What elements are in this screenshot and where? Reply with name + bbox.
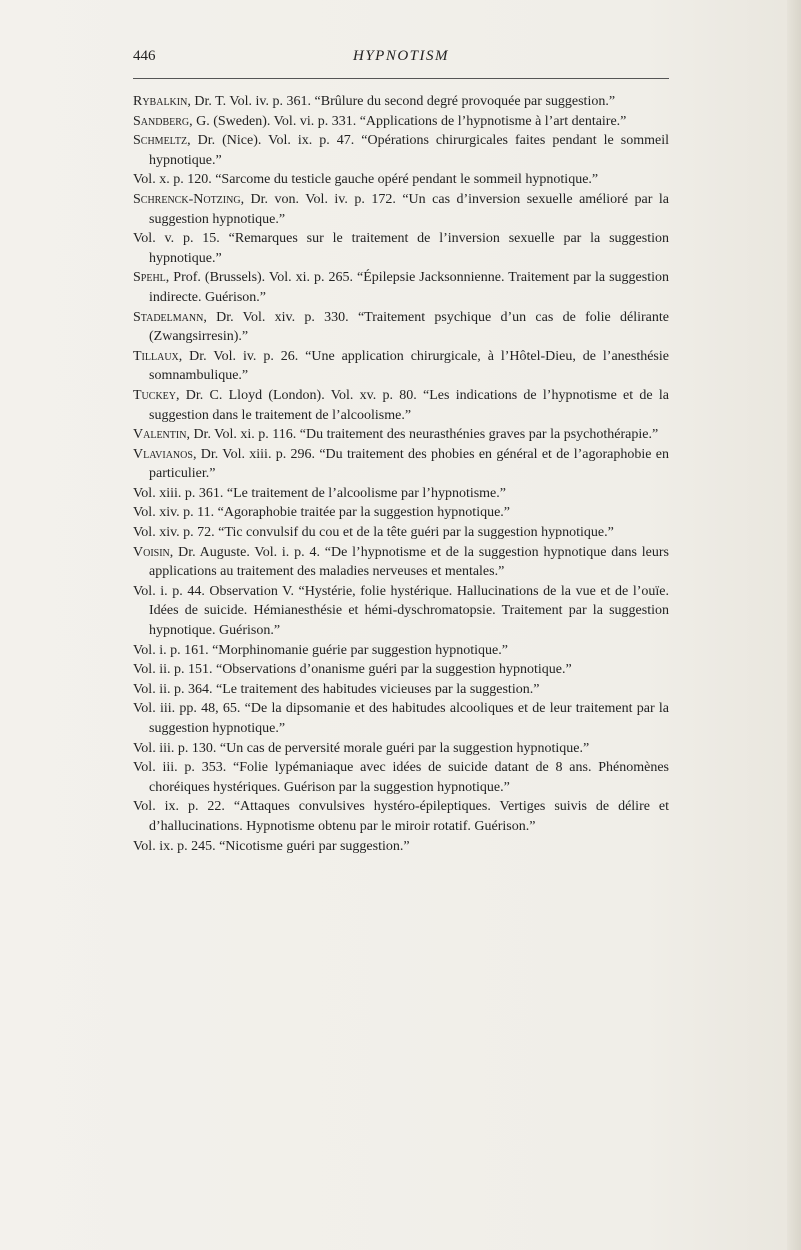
bibliography-entry xyxy=(133,131,669,170)
entry-text: Vol. xiv. p. 72. “Tic convulsif du cou et de la tête guéri par la suggestion hypnotique.” xyxy=(133,525,614,541)
entry-author: Vlavianos xyxy=(133,446,193,462)
bibliography-entry xyxy=(133,112,669,132)
bibliography-entry xyxy=(133,347,669,386)
bibliography-entry xyxy=(133,484,669,504)
bibliography-entry xyxy=(133,797,669,836)
entry-text: Vol. x. p. 120. “Sarcome du testicle gauche opéré pendant le sommeil hypnotique.” xyxy=(133,172,599,188)
bibliography-entry xyxy=(133,268,669,307)
entry-text: , Dr. von. Vol. iv. p. 172. “Un cas d’inversion sexuelle amélioré par la suggestion hypnotique.” xyxy=(149,191,669,227)
entry-author: Valentin xyxy=(133,427,187,443)
entry-text: , Dr. Vol. iv. p. 26. “Une application chirurgicale, à l’Hôtel-Dieu, de l’anesthésie somnambulique.” xyxy=(149,348,669,384)
entry-text: Vol. ix. p. 245. “Nicotisme guéri par suggestion.” xyxy=(133,838,410,854)
bibliography-entry xyxy=(133,425,669,445)
bibliography-entry xyxy=(133,837,669,857)
bibliography-entry xyxy=(133,190,669,229)
bibliography-entry xyxy=(133,503,669,523)
entry-text: , Dr. Vol. xi. p. 116. “Du traitement des neurasthénies graves par la psychothérapie.” xyxy=(186,427,659,443)
entry-author: Sandberg xyxy=(133,113,190,129)
entry-author: Rybalkin xyxy=(133,94,188,109)
header-rule xyxy=(133,78,669,79)
bibliography-entry xyxy=(133,170,669,190)
entry-text: , Dr. T. Vol. iv. p. 361. “Brûlure du second degré provoquée par suggestion.” xyxy=(187,94,616,109)
bibliography-entry xyxy=(133,543,669,582)
entry-author: Voisin xyxy=(133,544,170,560)
entry-text: Vol. ii. p. 151. “Observations d’onanisme guéri par la suggestion hypnotique.” xyxy=(133,662,572,678)
page-number: 446 xyxy=(133,48,156,64)
bibliography-entry xyxy=(133,582,669,641)
entry-text: Vol. xiv. p. 11. “Agoraphobie traitée par la suggestion hypnotique.” xyxy=(133,505,511,521)
entry-text: Vol. ix. p. 22. “Attaques convulsives hystéro-épileptiques. Vertiges suivis de délire et d’hallucinations. Hypnotisme obtenu par le miroir rotatif. Guérison.” xyxy=(133,799,669,834)
bibliography-entry xyxy=(133,445,669,484)
bibliography-entry xyxy=(133,523,669,543)
bibliography-entry xyxy=(133,758,669,797)
page-edge-shadow xyxy=(787,0,801,1250)
bibliography-entry xyxy=(133,92,669,112)
entry-author: Schmeltz xyxy=(133,133,188,149)
entry-text: Vol. i. p. 161. “Morphinomanie guérie par suggestion hypnotique.” xyxy=(133,642,508,658)
running-head: HYPNOTISM xyxy=(352,48,449,64)
bibliography-entry xyxy=(133,660,669,680)
entry-text: , Dr. Vol. xiv. p. 330. “Traitement psychique d’un cas de folie délirante (Zwangsirresin).” xyxy=(149,309,669,345)
bibliography-list xyxy=(133,92,669,856)
entry-text: Vol. iii. p. 130. “Un cas de perversité morale guéri par la suggestion hypnotique.” xyxy=(133,740,590,756)
entry-author: Spehl xyxy=(133,270,166,286)
page-header xyxy=(133,48,669,72)
bibliography-entry xyxy=(133,308,669,347)
bibliography-entry xyxy=(133,641,669,661)
entry-text: Vol. iii. pp. 48, 65. “De la dipsomanie et des habitudes alcooliques et de leur traitement par la suggestion hypnotique.” xyxy=(133,701,669,736)
entry-text: , G. (Sweden). Vol. vi. p. 331. “Applications de l’hypnotisme à l’art dentaire.” xyxy=(189,113,627,129)
entry-text: Vol. ii. p. 364. “Le traitement des habitudes vicieuses par la suggestion.” xyxy=(133,681,540,697)
bibliography-entry xyxy=(133,739,669,759)
entry-author: Tuckey xyxy=(133,387,176,403)
bibliography-entry xyxy=(133,229,669,268)
entry-text: Vol. v. p. 15. “Remarques sur le traitement de l’inversion sexuelle par la suggestion hypnotique.” xyxy=(133,231,669,266)
entry-text: , Dr. Vol. xiii. p. 296. “Du traitement des phobies en général et de l’agoraphobie en particulier.” xyxy=(149,446,669,482)
entry-text: Vol. i. p. 44. Observation V. “Hystérie, folie hystérique. Hallucinations de la vue et de l’ouïe. Idées de suicide. Hémianesthésie et hémi-dyschromatopsie. Traitement par la suggestion hypnotique. Guérison.” xyxy=(133,583,669,639)
bibliography-entry xyxy=(133,680,669,700)
bibliography-entry xyxy=(133,386,669,425)
entry-author: Stadelmann xyxy=(133,309,204,325)
entry-text: , Dr. (Nice). Vol. ix. p. 47. “Opérations chirurgicales faites pendant le sommeil hypnotique.” xyxy=(149,133,669,168)
entry-author: Schrenck-Notzing xyxy=(133,191,241,207)
entry-text: Vol. xiii. p. 361. “Le traitement de l’alcoolisme par l’hypnotisme.” xyxy=(133,485,506,501)
entry-text: , Prof. (Brussels). Vol. xi. p. 265. “Épilepsie Jacksonnienne. Traitement par la suggestion indirecte. Guérison.” xyxy=(149,270,669,305)
entry-author: Tillaux xyxy=(133,348,179,364)
entry-text: , Dr. C. Lloyd (London). Vol. xv. p. 80. “Les indications de l’hypnotisme et de la suggestion dans le traitement de l’alcoolisme.” xyxy=(149,387,669,423)
entry-text: Vol. iii. p. 353. “Folie lypémaniaque avec idées de suicide datant de 8 ans. Phénomènes choréiques hystériques. Guérison par la suggestion hypnotique.” xyxy=(133,760,669,795)
bibliography-entry xyxy=(133,699,669,738)
entry-text: , Dr. Auguste. Vol. i. p. 4. “De l’hypnotisme et de la suggestion hypnotique dans leurs applications au traitement des maladies nerveuses et mentales.” xyxy=(149,544,669,580)
